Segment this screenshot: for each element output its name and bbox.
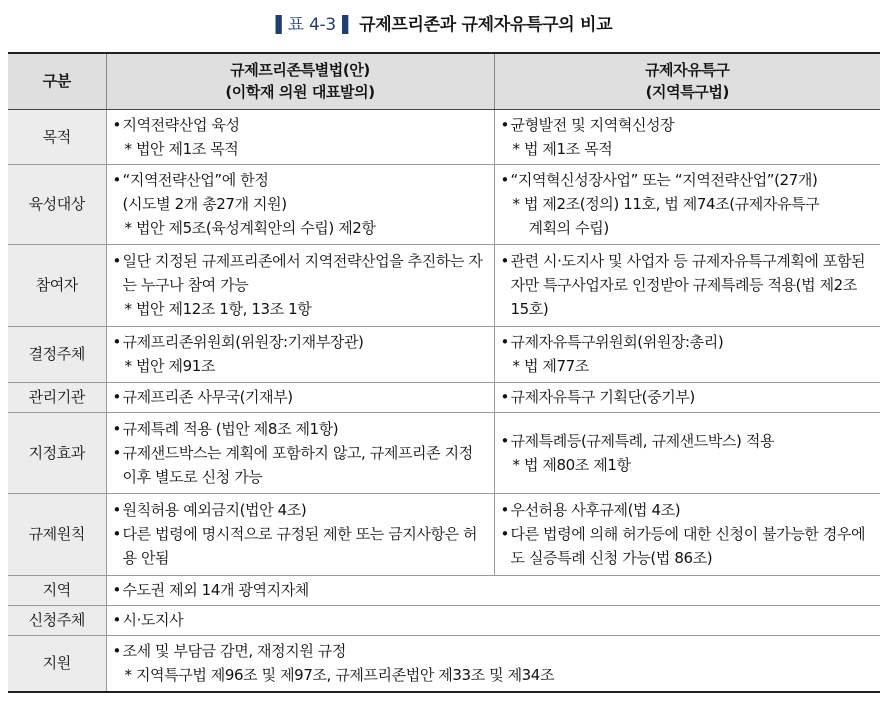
- cell-special-zone: • 우선허용 사후규제(법 4조) • 다른 법령에 의해 허가등에 대한 신청이 불가능한 경우에도 실증특례 신청 가능(법 86조): [494, 493, 880, 575]
- cell-common: • 조세 및 부담금 감면, 재정지원 규정 * 지역특구법 제96조 및 제97조, 규제프리존법안 제33조 및 제34조: [106, 635, 880, 692]
- cell-zone: • 규제프리존위원회(위원장:기재부장관) * 법안 제91조: [106, 326, 494, 382]
- comparison-table: [8, 52, 880, 693]
- row-category: 규제원칙: [8, 493, 106, 575]
- header-regulation-free-special-zone: 규제자유특구 (지역특구법): [494, 53, 880, 109]
- cell-zone: • 규제특례 적용 (법안 제8조 제1항) • 규제샌드박스는 계획에 포함하지 않고, 규제프리존 지정 이후 별도로 신청 가능: [106, 412, 494, 493]
- table-row: [8, 382, 880, 412]
- caption-title: 규제프리존과 규제자유특구의 비교: [359, 15, 613, 35]
- table-row: [8, 164, 880, 244]
- row-category: 목적: [8, 109, 106, 164]
- table-row: [8, 326, 880, 382]
- cell-special-zone: • 규제특례등(규제특례, 규제샌드박스) 적용 * 법 제80조 제1항: [494, 412, 880, 493]
- table-row: [8, 493, 880, 575]
- cell-special-zone: • 관련 시·도지사 및 사업자 등 규제자유특구계획에 포함된 자만 특구사업자로 인정받아 규제특례등 적용(법 제2조 15호): [494, 244, 880, 326]
- row-category: 지역: [8, 575, 106, 605]
- cell-zone: • 지역전략산업 육성 * 법안 제1조 목적: [106, 109, 494, 164]
- row-category: 관리기관: [8, 382, 106, 412]
- header-category: 구분: [8, 53, 106, 109]
- row-category: 지원: [8, 635, 106, 692]
- table-row: [8, 412, 880, 493]
- cell-special-zone: • “지역혁신성장사업” 또는 “지역전략산업”(27개) * 법 제2조(정의) 11호, 법 제74조(규제자유특구 계획의 수립): [494, 164, 880, 244]
- cell-zone: • “지역전략산업”에 한정 (시도별 2개 총27개 지원) * 법안 제5조(육성계획안의 수립) 제2항: [106, 164, 494, 244]
- table-row: [8, 244, 880, 326]
- row-category: 육성대상: [8, 164, 106, 244]
- table-caption: ▌표 4-3▐ 규제프리존과 규제자유특구의 비교: [275, 15, 613, 35]
- row-category: 신청주체: [8, 605, 106, 635]
- caption-label: 표 4-3: [287, 15, 336, 35]
- cell-special-zone: • 규제자유특구 기획단(중기부): [494, 382, 880, 412]
- cell-zone: • 일단 지정된 규제프리존에서 지역전략산업을 추진하는 자는 누구나 참여 가능 * 법안 제12조 1항, 13조 1항: [106, 244, 494, 326]
- cell-special-zone: • 균형발전 및 지역혁신성장 * 법 제1조 목적: [494, 109, 880, 164]
- row-category: 결정주체: [8, 326, 106, 382]
- table-row: [8, 575, 880, 605]
- cell-zone: • 원칙허용 예외금지(법안 4조) • 다른 법령에 명시적으로 규정된 제한 또는 금지사항은 허용 안됨: [106, 493, 494, 575]
- row-category: 지정효과: [8, 412, 106, 493]
- table-row: [8, 605, 880, 635]
- header-row: [8, 53, 880, 109]
- header-regulation-free-zone: 규제프리존특별법(안) (이학재 의원 대표발의): [106, 53, 494, 109]
- row-category: 참여자: [8, 244, 106, 326]
- cell-special-zone: • 규제자유특구위원회(위원장:총리) * 법 제77조: [494, 326, 880, 382]
- table-row: [8, 635, 880, 692]
- table-row: [8, 109, 880, 164]
- cell-common: • 시·도지사: [106, 605, 880, 635]
- cell-common: • 수도권 제외 14개 광역지자체: [106, 575, 880, 605]
- cell-zone: • 규제프리존 사무국(기재부): [106, 382, 494, 412]
